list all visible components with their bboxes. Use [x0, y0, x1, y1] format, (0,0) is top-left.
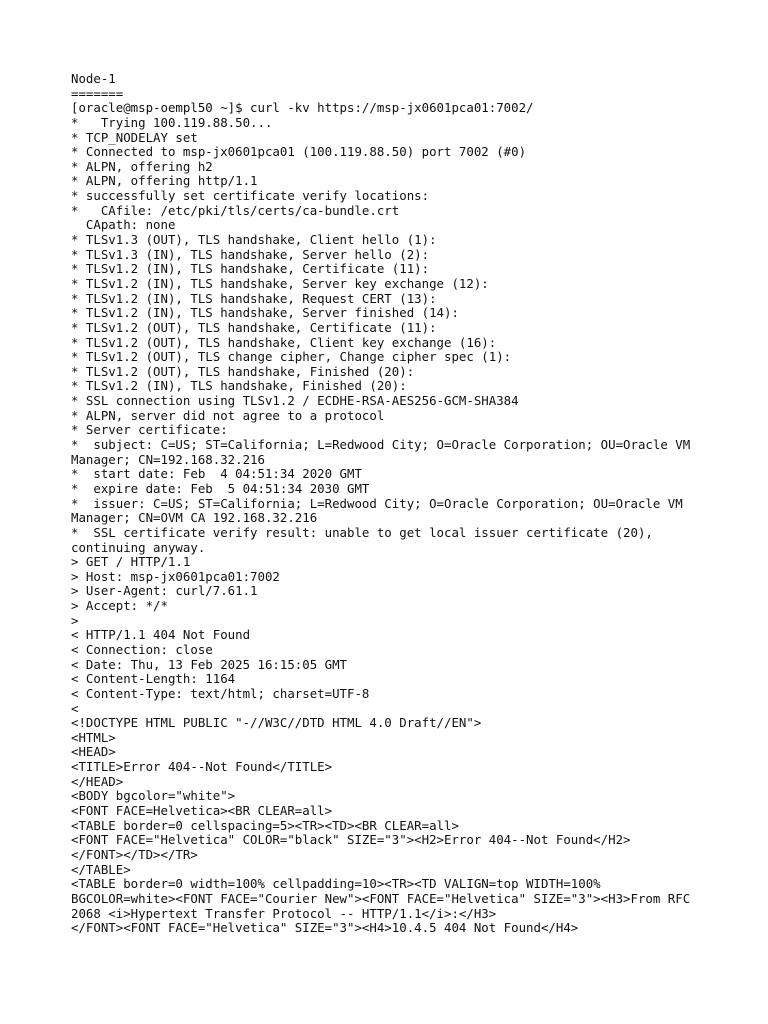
doc-line: * issuer: C=US; ST=California; L=Redwood City; O=Oracle Corporation; OU=Oracle VM	[71, 495, 683, 511]
doc-line: < Content-Length: 1164	[71, 671, 236, 687]
doc-line: * TCP_NODELAY set	[71, 129, 198, 145]
doc-line: * TLSv1.2 (IN), TLS handshake, Finished (20):	[71, 378, 407, 394]
doc-line: > GET / HTTP/1.1	[71, 554, 191, 570]
doc-line: Manager; CN=OVM CA 192.168.32.216	[71, 510, 318, 526]
doc-line: < Content-Type: text/html; charset=UTF-8	[71, 685, 370, 701]
doc-line: * SSL connection using TLSv1.2 / ECDHE-RSA-AES256-GCM-SHA384	[71, 393, 519, 409]
doc-line: * Trying 100.119.88.50...	[71, 114, 273, 130]
doc-line: * TLSv1.2 (OUT), TLS change cipher, Change cipher spec (1):	[71, 349, 512, 365]
doc-line: * TLSv1.3 (IN), TLS handshake, Server hello (2):	[71, 246, 430, 262]
doc-line: 2068 <i>Hypertext Transfer Protocol -- HTTP/1.1</i>:</H3>	[71, 905, 497, 921]
doc-line: <BODY bgcolor="white">	[71, 788, 236, 804]
doc-line-node-title: Node-1	[71, 71, 116, 86]
doc-line: * TLSv1.2 (IN), TLS handshake, Request CERT (13):	[71, 290, 437, 306]
doc-line: * TLSv1.2 (IN), TLS handshake, Server finished (14):	[71, 305, 459, 321]
doc-line: < Connection: close	[71, 641, 213, 657]
doc-line: <TABLE border=0 width=100% cellpadding=10><TR><TD VALIGN=top WIDTH=100%	[71, 876, 601, 892]
doc-line: * TLSv1.2 (IN), TLS handshake, Server key exchange (12):	[71, 275, 489, 291]
doc-line: <!DOCTYPE HTML PUBLIC "-//W3C//DTD HTML 4.0 Draft//EN">	[71, 715, 482, 731]
doc-line: </FONT><FONT FACE="Helvetica" SIZE="3"><H4>10.4.5 404 Not Found</H4>	[71, 920, 579, 936]
doc-line-command: [oracle@msp-oempl50 ~]$ curl -kv https://msp-jx0601pca01:7002/	[71, 100, 534, 116]
doc-line: <HTML>	[71, 729, 116, 745]
doc-line: < Date: Thu, 13 Feb 2025 16:15:05 GMT	[71, 656, 348, 672]
doc-line: * ALPN, offering h2	[71, 158, 213, 174]
doc-line: < HTTP/1.1 404 Not Found	[71, 627, 251, 643]
doc-line: * TLSv1.2 (OUT), TLS handshake, Certificate (11):	[71, 319, 437, 335]
doc-line: * TLSv1.3 (OUT), TLS handshake, Client hello (1):	[71, 232, 437, 248]
doc-line: <	[71, 700, 79, 716]
doc-line: <TABLE border=0 cellspacing=5><TR><TD><BR CLEAR=all>	[71, 817, 459, 833]
doc-line: * subject: C=US; ST=California; L=Redwood City; O=Oracle Corporation; OU=Oracle VM	[71, 437, 691, 453]
doc-line: * ALPN, server did not agree to a protocol	[71, 407, 385, 423]
doc-line: CApath: none	[71, 217, 176, 233]
doc-line: * TLSv1.2 (OUT), TLS handshake, Client key exchange (16):	[71, 334, 497, 350]
doc-line: > User-Agent: curl/7.61.1	[71, 583, 258, 599]
doc-line: </TABLE>	[71, 861, 131, 877]
doc-line: * ALPN, offering http/1.1	[71, 173, 258, 189]
doc-line: * Server certificate:	[71, 422, 228, 438]
doc-line: <FONT FACE="Helvetica" COLOR="black" SIZE="3"><H2>Error 404--Not Found</H2>	[71, 832, 631, 848]
doc-line: * TLSv1.2 (IN), TLS handshake, Certificate (11):	[71, 261, 430, 277]
doc-line: > Accept: */*	[71, 598, 168, 614]
doc-line: Manager; CN=192.168.32.216	[71, 451, 265, 467]
document-page	[71, 72, 761, 936]
doc-line: </HEAD>	[71, 773, 124, 789]
doc-line: </FONT></TD></TR>	[71, 846, 198, 862]
doc-line: * SSL certificate verify result: unable to get local issuer certificate (20),	[71, 524, 653, 540]
doc-line: * start date: Feb 4 04:51:34 2020 GMT	[71, 466, 362, 482]
doc-line: <TITLE>Error 404--Not Found</TITLE>	[71, 759, 333, 775]
doc-line: * TLSv1.2 (OUT), TLS handshake, Finished (20):	[71, 363, 415, 379]
doc-line: <FONT FACE=Helvetica><BR CLEAR=all>	[71, 803, 333, 819]
doc-line: > Host: msp-jx0601pca01:7002	[71, 568, 280, 584]
doc-line: * successfully set certificate verify locations:	[71, 188, 430, 204]
doc-line: * expire date: Feb 5 04:51:34 2030 GMT	[71, 480, 370, 496]
doc-line: <HEAD>	[71, 744, 116, 760]
doc-line: BGCOLOR=white><FONT FACE="Courier New"><FONT FACE="Helvetica" SIZE="3"><H3>From RFC	[71, 890, 691, 906]
doc-line: * CAfile: /etc/pki/tls/certs/ca-bundle.crt	[71, 202, 400, 218]
doc-line: continuing anyway.	[71, 539, 206, 555]
doc-line-separator: =======	[71, 85, 124, 101]
doc-line: >	[71, 612, 79, 628]
doc-line: * Connected to msp-jx0601pca01 (100.119.88.50) port 7002 (#0)	[71, 144, 527, 160]
